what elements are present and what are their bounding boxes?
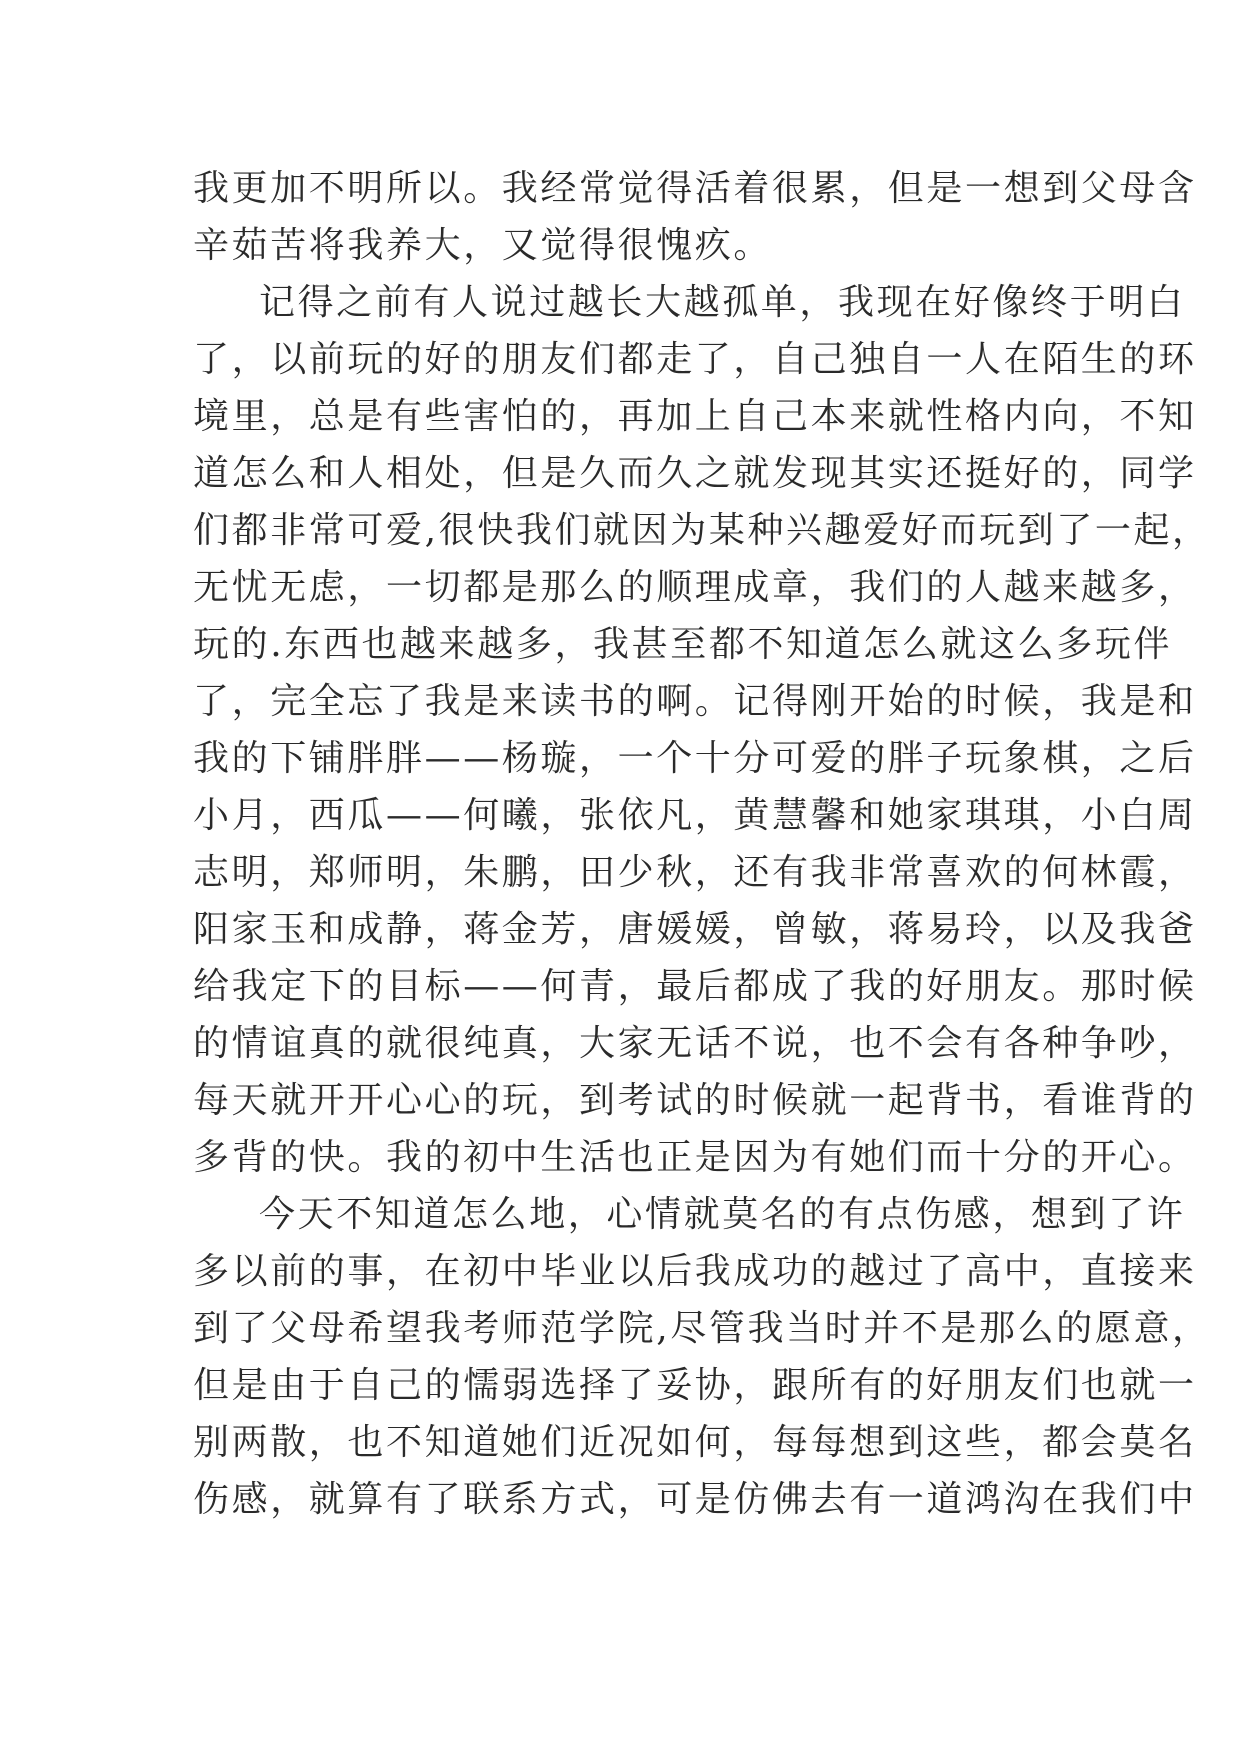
text-line: 多背的快。我的初中生活也正是因为有她们而十分的开心。 (193, 1137, 1197, 1178)
text-line: 志明，郑师明，朱鹏，田少秋，还有我非常喜欢的何林霞， (193, 852, 1197, 893)
text-line: 境里，总是有些害怕的，再加上自己本来就性格内向，不知 (193, 396, 1197, 437)
text-line: 我更加不明所以。我经常觉得活着很累，但是一想到父母含 (193, 168, 1197, 209)
text-line: 但是由于自己的懦弱选择了妥协，跟所有的好朋友们也就一 (193, 1365, 1197, 1406)
text-line: 到了父母希望我考师范学院,尽管我当时并不是那么的愿意， (193, 1308, 1211, 1349)
paragraph-3 (193, 1186, 1211, 1528)
text-line: 了，完全忘了我是来读书的啊。记得刚开始的时候，我是和 (193, 681, 1197, 722)
text-line: 记得之前有人说过越长大越孤单，我现在好像终于明白 (259, 282, 1186, 323)
text-line: 多以前的事，在初中毕业以后我成功的越过了高中，直接来 (193, 1251, 1197, 1292)
text-line: 阳家玉和成静，蒋金芳，唐媛媛，曾敏，蒋易玲，以及我爸 (193, 909, 1197, 950)
text-line: 今天不知道怎么地，心情就莫名的有点伤感，想到了许 (259, 1194, 1186, 1235)
document-body (193, 160, 1211, 1528)
text-line: 每天就开开心心的玩，到考试的时候就一起背书，看谁背的 (193, 1080, 1197, 1121)
paragraph-2 (193, 274, 1211, 1186)
text-line: 的情谊真的就很纯真，大家无话不说，也不会有各种争吵， (193, 1023, 1197, 1064)
text-line: 小月，西瓜——何曦，张依凡，黄慧馨和她家琪琪，小白周 (193, 795, 1197, 836)
text-line: 无忧无虑，一切都是那么的顺理成章，我们的人越来越多， (193, 567, 1197, 608)
text-line: 玩的.东西也越来越多，我甚至都不知道怎么就这么多玩伴 (193, 624, 1173, 665)
text-line: 辛茹苦将我养大，又觉得很愧疚。 (193, 225, 773, 266)
text-line: 给我定下的目标——何青，最后都成了我的好朋友。那时候 (193, 966, 1197, 1007)
text-line: 伤感，就算有了联系方式，可是仿佛去有一道鸿沟在我们中 (193, 1479, 1197, 1520)
text-line: 我的下铺胖胖——杨璇，一个十分可爱的胖子玩象棋，之后 (193, 738, 1197, 779)
text-line: 们都非常可爱,很快我们就因为某种兴趣爱好而玩到了一起， (193, 510, 1211, 551)
text-line: 别两散，也不知道她们近况如何，每每想到这些，都会莫名 (193, 1422, 1197, 1463)
text-line: 了，以前玩的好的朋友们都走了，自己独自一人在陌生的环 (193, 339, 1197, 380)
text-line: 道怎么和人相处，但是久而久之就发现其实还挺好的，同学 (193, 453, 1197, 494)
paragraph-1 (193, 160, 1197, 274)
